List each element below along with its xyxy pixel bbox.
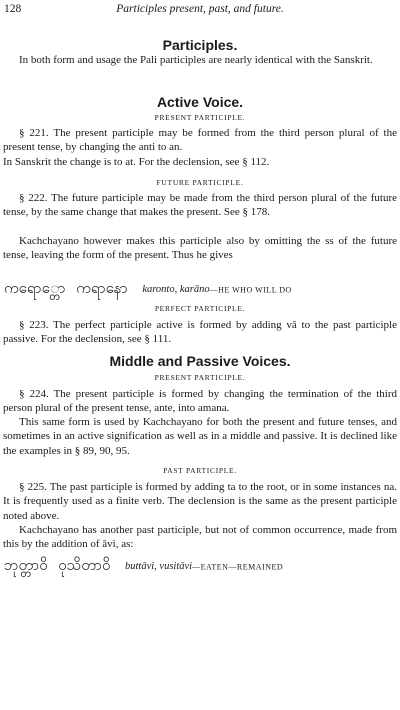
active-future-subheading: FUTURE PARTICIPLE. — [156, 178, 244, 187]
active-voice-heading: Active Voice. — [156, 94, 244, 110]
active-present-subheading: PRESENT PARTICIPLE. — [154, 113, 246, 122]
paragraph-221-note: In Sanskrit the change is to at. For the declension, see § 112. — [3, 156, 270, 168]
paragraph-225-note: Kachchayano has another past participle, but not of common occurrence, made from this by the addition of āvi, as: — [3, 524, 397, 551]
transliteration: buttāvi, vusitāvi — [125, 561, 193, 573]
paragraph-221: § 221. The present participle may be formed from the third person plural of the present tense, by changing the anti to an. — [3, 127, 397, 154]
paragraph-222-note: Kachchayano however makes this participle also by omitting the ss of the future tense, leaving the form of the present. Thus he gives — [3, 235, 397, 262]
section-title: Participles. — [162, 37, 238, 53]
example-buttavi — [4, 556, 396, 578]
active-perfect-subheading: PERFECT PARTICIPLE. — [154, 304, 246, 313]
gloss: —EATEN—REMAINED — [192, 562, 284, 572]
paragraph-225: § 225. The past participle is formed by adding ta to the root, or in some instances na. It is frequently used as a finite verb. The declension is the same as the present participle noted above. — [3, 481, 397, 522]
middle-past-subheading: PAST PARTICIPLE. — [163, 466, 237, 475]
burmese-script-word: ဘုတ္တာဝိ — [4, 556, 48, 574]
example-karonto — [4, 279, 396, 301]
paragraph-222: § 222. The future participle may be made from the third person plural of the future tense, by the same change that makes the present. See § 178. — [3, 192, 397, 219]
page-number: 128 — [4, 3, 22, 15]
paragraph-224-note: This same form is used by Kachchayano for both the present and future tenses, and sometimes in an active signification as well as in a middle and passive. It is declined like the examples in § 89, 90, 95. — [3, 416, 397, 457]
running-header — [4, 3, 396, 19]
paragraph-223: § 223. The perfect participle active is formed by adding vā to the past participle passive. For the declension, see § 111. — [3, 319, 397, 346]
burmese-script-word: ကရော္တော — [4, 279, 66, 297]
burmese-script-word: ဝုသိတာဝိ — [58, 556, 111, 574]
middle-present-subheading: PRESENT PARTICIPLE. — [154, 373, 246, 382]
intro-paragraph: In both form and usage the Pali participles are nearly identical with the Sanskrit. — [19, 54, 373, 66]
burmese-script-word: ကရာနော — [76, 279, 128, 297]
gloss: —HE WHO WILL DO — [209, 285, 292, 295]
running-title: Participles present, past, and future. — [116, 3, 284, 15]
middle-passive-heading: Middle and Passive Voices. — [109, 353, 291, 369]
transliteration: karonto, karāno — [142, 284, 210, 296]
paragraph-224: § 224. The present participle is formed by changing the termination of the third person plural of the present tense, ante, into amana. — [3, 388, 397, 415]
